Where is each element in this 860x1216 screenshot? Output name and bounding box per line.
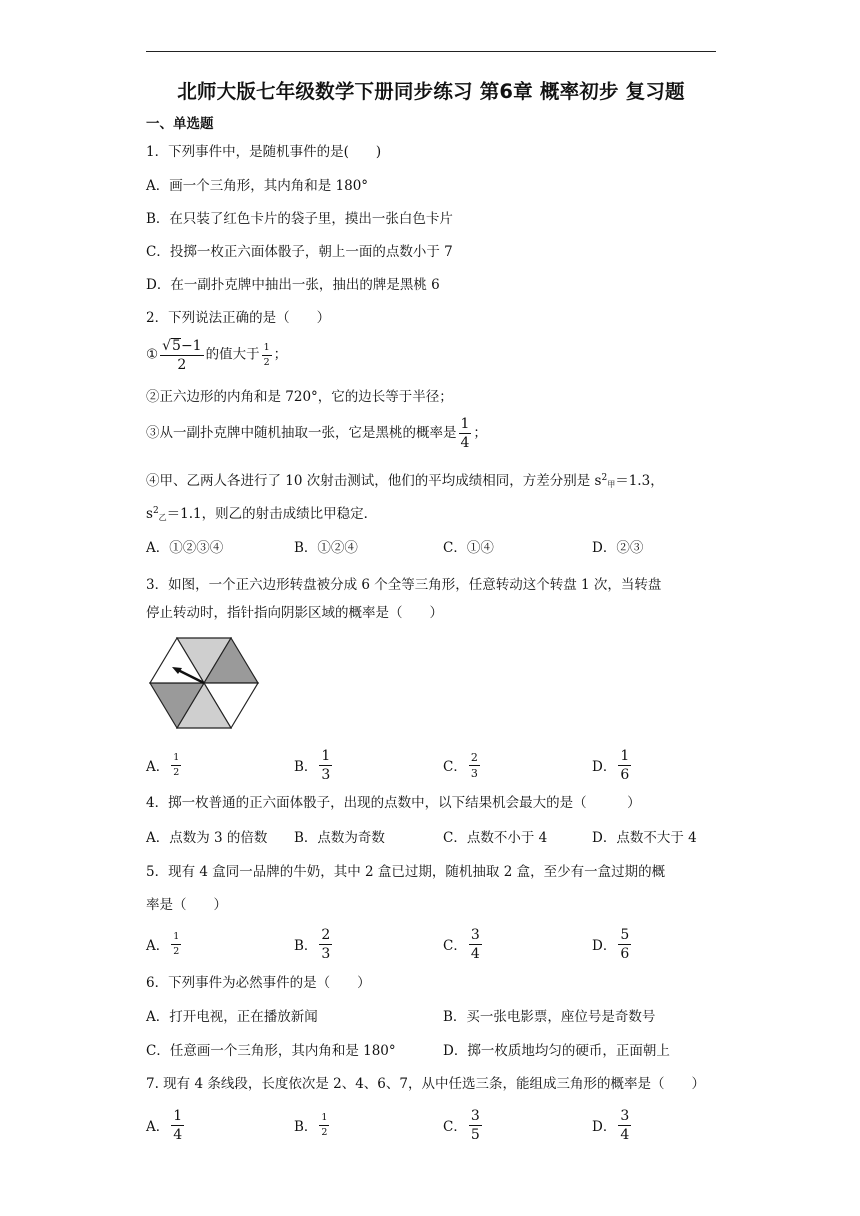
q3-a-d: 2 <box>173 766 180 778</box>
q4-stem: 4．掷一枚普通的正六面体骰子，出现的点数中，以下结果机会最大的是（ ） <box>146 795 641 811</box>
q4-option-a: A．点数为 3 的倍数 <box>146 830 268 846</box>
q1-option-d: D．在一副扑克牌中抽出一张，抽出的牌是黑桃 6 <box>146 277 440 293</box>
q5-option-c <box>443 925 484 963</box>
q5-c-label: C． <box>443 938 467 954</box>
q3-a-label: A． <box>146 759 170 775</box>
q3-stem-line-2: 停止转动时，指针指向阴影区域的概率是（ ） <box>146 605 443 621</box>
q5-stem-line-1: 5．现有 4 盒同一品牌的牛奶，其中 2 盒已过期，随机抽取 2 盒，至少有一盒过期的概 <box>146 864 666 880</box>
q7-a-d: 4 <box>173 1126 183 1143</box>
q7-c-d: 5 <box>470 1126 480 1143</box>
q2-statement-2: ②正六边形的内角和是 720°，它的边长等于半径； <box>146 389 453 405</box>
q5-d-label: D． <box>592 938 617 954</box>
q2-s4-l2-pre: s <box>146 506 153 522</box>
q3-c-label: C． <box>443 759 467 775</box>
q7-c-label: C． <box>443 1119 467 1135</box>
q7-d-label: D． <box>592 1119 617 1135</box>
q1-option-a: A．画一个三角形，其内角和是 180° <box>146 178 369 194</box>
q6-option-d: D．掷一枚质地均匀的硬币，正面朝上 <box>443 1043 670 1059</box>
q5-c-n: 3 <box>470 926 480 943</box>
q5-d-d: 6 <box>620 945 630 962</box>
q2-s3-end: ； <box>473 425 487 441</box>
q2-s1-end: ； <box>273 346 288 363</box>
q2-s1-mid: 的值大于 <box>205 346 260 363</box>
q3-d-n: 1 <box>620 747 630 764</box>
q7-c-n: 3 <box>470 1107 480 1124</box>
q7-option-a <box>146 1106 186 1144</box>
q7-d-d: 4 <box>620 1126 630 1143</box>
q2-option-a: A．①②③④ <box>146 540 224 556</box>
q2-s1-radicand: 5 <box>172 338 181 354</box>
q2-s1-fraction <box>160 338 203 372</box>
q5-c-d: 4 <box>470 945 480 962</box>
q1-option-b: B．在只装了红色卡片的袋子里，摸出一张白色卡片 <box>146 211 453 227</box>
q5-option-d <box>592 925 633 963</box>
q4-option-c: C．点数不小于 4 <box>443 830 548 846</box>
q2-statement-3 <box>146 417 487 450</box>
q6-stem: 6．下列事件为必然事件的是（ ） <box>146 975 371 991</box>
q5-stem-line-2: 率是（ ） <box>146 897 227 913</box>
q3-option-b <box>294 746 334 784</box>
q3-option-c <box>443 746 482 784</box>
q6-option-a: A．打开电视，正在播放新闻 <box>146 1009 318 1025</box>
q7-a-fraction <box>171 1109 184 1142</box>
q3-c-n: 2 <box>470 750 478 764</box>
q3-b-label: B． <box>294 759 318 775</box>
q3-stem-line-1: 3．如图，一个正六边形转盘被分成 6 个全等三角形，任意转动这个转盘 1 次，当转盘 <box>146 577 662 593</box>
q7-b-d: 2 <box>321 1126 328 1138</box>
q2-s1-half-d: 2 <box>263 356 270 368</box>
q7-b-fraction <box>319 1113 329 1137</box>
q7-d-fraction <box>618 1109 631 1142</box>
q3-a-fraction <box>171 753 181 777</box>
q2-options <box>146 527 716 565</box>
q2-s3-fraction <box>459 417 472 450</box>
q3-b-fraction <box>319 749 332 782</box>
q4-option-b: B．点数为奇数 <box>294 830 385 846</box>
q2-s1-half-n: 1 <box>263 342 270 353</box>
q7-options <box>146 1106 716 1144</box>
q5-b-d: 3 <box>321 945 331 962</box>
spinner-hexagon-icon <box>146 636 262 732</box>
q2-statement-4-line-1 <box>146 470 664 493</box>
q2-s1-den: 2 <box>177 357 187 373</box>
q7-b-label: B． <box>294 1119 318 1135</box>
q7-option-c <box>443 1106 484 1144</box>
q3-b-d: 3 <box>321 766 331 783</box>
q3-options <box>146 746 716 784</box>
q5-options <box>146 925 716 963</box>
q5-b-fraction <box>319 928 332 961</box>
q2-option-d: D．②③ <box>592 540 644 556</box>
q5-a-n: 1 <box>173 931 180 942</box>
q7-option-b <box>294 1106 331 1144</box>
q3-c-d: 3 <box>470 766 478 780</box>
q3-option-d <box>592 746 633 784</box>
q5-d-fraction <box>618 928 631 961</box>
q2-option-c: C．①④ <box>443 540 494 556</box>
q7-d-n: 3 <box>620 1107 630 1124</box>
q2-statement-4-line-2 <box>146 503 377 526</box>
q2-s1-prefix: ① <box>146 346 159 363</box>
sqrt-icon: √ <box>162 338 172 354</box>
q2-s4-l1-post: ＝1.3， <box>615 473 664 489</box>
q3-option-a <box>146 746 183 784</box>
q1-option-c: C．投掷一枚正六面体骰子，朝上一面的点数小于 7 <box>146 244 453 260</box>
q2-option-b: B．①②④ <box>294 540 358 556</box>
q5-option-b <box>294 925 334 963</box>
q4-option-d: D．点数不大于 4 <box>592 830 697 846</box>
q2-s4-l2-post: ＝1.1，则乙的射击成绩比甲稳定． <box>166 506 378 522</box>
page-title: 北师大版七年级数学下册同步练习 第6章 概率初步 复习题 <box>177 80 685 103</box>
q5-d-n: 5 <box>620 926 630 943</box>
q7-c-fraction <box>469 1109 482 1142</box>
q5-a-label: A． <box>146 938 170 954</box>
q7-stem: 7. 现有 4 条线段，长度依次是 2、4、6、7，从中任选三条，能组成三角形的概率是（ ） <box>146 1076 705 1092</box>
q1-stem: 1．下列事件中，是随机事件的是( ) <box>146 144 382 160</box>
q2-s3-text: ③从一副扑克牌中随机抽取一张，它是黑桃的概率是 <box>146 425 457 441</box>
q3-b-n: 1 <box>321 747 331 764</box>
q5-option-a <box>146 925 183 963</box>
q5-a-fraction <box>171 932 181 956</box>
section-heading: 一、单选题 <box>146 116 214 132</box>
q3-c-fraction <box>469 752 480 779</box>
q2-s4-sup2: 2 <box>152 506 159 516</box>
q7-b-n: 1 <box>321 1112 328 1123</box>
q2-s4-sup1: 2 <box>601 473 608 483</box>
q2-stem: 2．下列说法正确的是（ ） <box>146 310 331 326</box>
q7-a-n: 1 <box>173 1107 183 1124</box>
q5-b-label: B． <box>294 938 318 954</box>
q3-d-label: D． <box>592 759 617 775</box>
q5-c-fraction <box>469 928 482 961</box>
q5-b-n: 2 <box>321 926 331 943</box>
q2-s1-half <box>262 343 272 367</box>
q2-s3-n: 1 <box>460 416 470 432</box>
q6-option-c: C．任意画一个三角形，其内角和是 180° <box>146 1043 396 1059</box>
q2-s4-sub2: 乙 <box>158 513 167 522</box>
q2-s4-sub1: 甲 <box>607 480 616 489</box>
q2-s3-d: 4 <box>460 435 470 451</box>
q6-option-b: B．买一张电影票，座位号是奇数号 <box>443 1009 656 1025</box>
q2-s1-num-rest: −1 <box>180 338 202 354</box>
q3-d-d: 6 <box>620 766 630 783</box>
q2-s4-l1-pre: ④甲、乙两人各进行了 10 次射击测试，他们的平均成绩相同，方差分别是 s <box>146 473 602 489</box>
top-rule <box>146 51 716 52</box>
q4-options <box>146 817 716 855</box>
q2-statement-1 <box>146 338 287 372</box>
q7-a-label: A． <box>146 1119 170 1135</box>
q7-option-d <box>592 1106 633 1144</box>
q3-a-n: 1 <box>173 752 180 763</box>
q3-d-fraction <box>618 749 631 782</box>
q5-a-d: 2 <box>173 945 180 957</box>
